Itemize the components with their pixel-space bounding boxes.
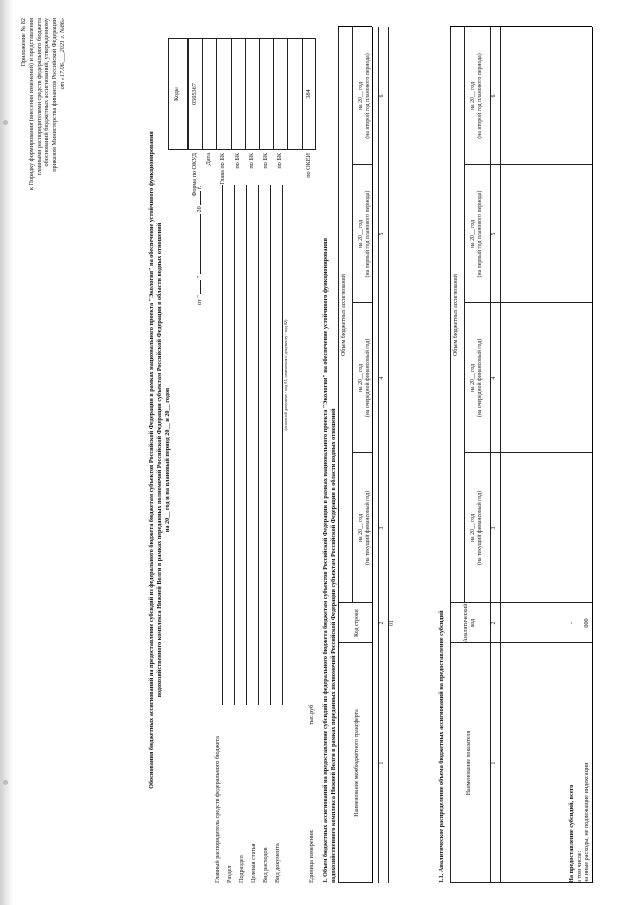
field-section-label: Раздел <box>226 865 233 883</box>
field-subsection-label: Подраздел <box>238 855 245 883</box>
column-number: 6 <box>379 94 386 98</box>
header-year-2 <box>352 303 378 453</box>
row-code-01: 01 <box>389 620 396 626</box>
codes-header: Коды <box>174 87 181 101</box>
date-suffix: г. <box>196 185 203 190</box>
section11-title: 1.1. Аналитическое распределение объема бюджетных ассигнований на предоставление субсидий <box>438 610 445 883</box>
codes-row-label: Дата <box>205 153 213 166</box>
header-year-3 <box>352 165 378 303</box>
column-number: 6 <box>491 94 498 98</box>
date-prefix: от " <box>196 295 203 305</box>
codes-row-divider <box>202 38 203 150</box>
column-number: 3 <box>379 526 386 530</box>
date-year: 20 <box>196 206 203 213</box>
field-chief-label: Главный распорядитель средств федерального бюджета <box>214 736 221 883</box>
header-name: Наименование показателя <box>466 730 473 796</box>
year-sublabel: (на первый год планового периода) <box>365 190 371 278</box>
table-border-bottom <box>592 27 593 883</box>
header-name: Наименование межбюджетного трансферта <box>354 709 361 817</box>
year-label: на 20__ год <box>469 363 476 393</box>
year-sublabel: (на второй год планового периода) <box>365 53 371 139</box>
title-line: Обоснования бюджетных ассигнований на предоставление субсидий из федерального бюджета бюджетам субъектов Российской Федерации в рамках национального проекта "Экология" на обеспечение устойчивого функционирования <box>148 131 155 789</box>
codes-row-divider <box>273 38 274 150</box>
header-year-4 <box>464 27 490 165</box>
year-label: на 20__ год <box>469 513 476 543</box>
year-sublabel: (на очередной финансовый год) <box>477 338 483 418</box>
header-year-2 <box>464 303 490 453</box>
section1-title <box>322 238 338 883</box>
row-incl-label: в том числе: <box>576 850 583 883</box>
year-label: на 20__ год <box>469 81 476 111</box>
row-total-code: - <box>568 621 575 625</box>
field-doctype-hint: (основной документ - код 01, изменения к документу - код 02) <box>283 319 288 431</box>
table-number-rule <box>388 27 389 883</box>
column-number: 5 <box>491 232 498 236</box>
codes-row-label: Форма по ОКУД <box>191 153 198 197</box>
year-label: на 20__ год <box>357 363 364 393</box>
header-volume: Объем бюджетных ассигнований <box>453 274 460 356</box>
year-sublabel: (на текущий финансовый год) <box>365 490 371 566</box>
appendix-line: от «17.06.___2021 г. №86» <box>58 18 66 90</box>
field-section-underline <box>234 185 235 705</box>
header-year-3 <box>464 165 490 303</box>
unit-label: Единица измерения: <box>308 829 315 883</box>
codes-row-divider <box>259 38 260 150</box>
column-number: 1 <box>491 761 498 765</box>
column-number: 4 <box>491 376 498 380</box>
title-line: водохозяйственного комплекса Нижней Волги в рамках переданных полномочий Российской Федерации субъектам Российской Федерации в области водных отношений <box>155 222 163 698</box>
year-sublabel: (на очередной финансовый год) <box>365 338 371 418</box>
codes-row-divider <box>287 38 288 150</box>
codes-row-divider <box>302 38 303 150</box>
date-quote: " <box>196 275 203 279</box>
row-incl2-label: на иные расходы, не подлежащие индексации <box>583 762 590 883</box>
codes-row-label: по ОКЕИ <box>304 153 312 178</box>
section1-title-line: 1. Объем бюджетных ассигнований на предоставление субсидий из федерального бюджета бюджетам субъектов Российской Федерации в рамках национального проекта "Экология" на обеспечение устойчивого функционирования <box>322 238 329 883</box>
codes-row-divider <box>245 38 246 150</box>
codes-row-label: по БК <box>247 153 255 169</box>
codes-row-value: 0505367 <box>191 83 198 105</box>
appendix-line: обоснований бюджетных ассигнований, утвержденному <box>43 18 51 167</box>
header-volume: Объем бюджетных ассигнований <box>341 274 348 356</box>
codes-row-label: по БК <box>233 153 241 169</box>
year-sublabel: (на текущий финансовый год) <box>477 490 483 566</box>
codes-row-divider <box>216 38 217 150</box>
field-target-underline <box>258 185 259 705</box>
document-title <box>148 75 171 845</box>
row-total-label: На предоставление субсидий, всего <box>568 784 575 883</box>
column-number: 2 <box>379 621 386 625</box>
column-number: 3 <box>491 526 498 530</box>
appendix-line: приказом Министерства финансов Российской Федерации <box>51 18 58 172</box>
header-code: Код строки <box>354 609 361 637</box>
year-label: на 20__ год <box>469 219 476 249</box>
column-number: 5 <box>379 232 386 236</box>
year-label: на 20__ год <box>357 81 364 111</box>
field-doctype-label: Вид документа <box>274 843 281 883</box>
field-expense-underline <box>270 185 271 705</box>
unit-value: тыс.руб <box>308 704 315 725</box>
column-number: 1 <box>379 761 386 765</box>
row-incl2-code: 000 <box>583 618 590 628</box>
field-expense-label: Вид расходов <box>262 847 269 883</box>
title-line: на 20__ год и на плановый период 20__ и 20__ годов <box>163 387 171 533</box>
codes-row-label: по БК <box>262 153 269 169</box>
field-target-label: Целевая статья <box>250 843 257 883</box>
codes-row-label: Глава по БК <box>219 153 227 185</box>
table-number-rule <box>500 27 501 883</box>
field-subsection-underline <box>246 185 247 705</box>
appendix-block <box>20 18 67 318</box>
header-year-4 <box>352 27 378 165</box>
header-year-1 <box>464 453 490 603</box>
codes-row-value: 384 <box>304 89 312 99</box>
appendix-line: главными распорядителями средств федерального бюджета <box>35 18 43 176</box>
header-year-1 <box>352 453 378 603</box>
appendix-line: к Порядку формирования (внесения изменений) и представления <box>27 18 35 191</box>
year-label: на 20__ год <box>357 219 364 249</box>
codes-row-label: по БК <box>276 153 284 169</box>
field-chief-underline <box>222 185 223 705</box>
codes-row-divider <box>231 38 232 150</box>
appendix-line: Приложение № 82 <box>20 18 27 67</box>
year-label: на 20__ год <box>357 513 364 543</box>
section1-title-line: водохозяйственного комплекса Нижней Волги в рамках переданных полномочий Российской Федерации субъектам Российской Федерации в области водных отношений <box>329 408 337 883</box>
year-sublabel: (на первый год планового периода) <box>477 190 483 278</box>
year-sublabel: (на второй год планового периода) <box>477 53 483 139</box>
header-code: Аналитический код <box>462 603 476 643</box>
column-number: 4 <box>379 376 386 380</box>
column-number: 2 <box>491 621 498 625</box>
